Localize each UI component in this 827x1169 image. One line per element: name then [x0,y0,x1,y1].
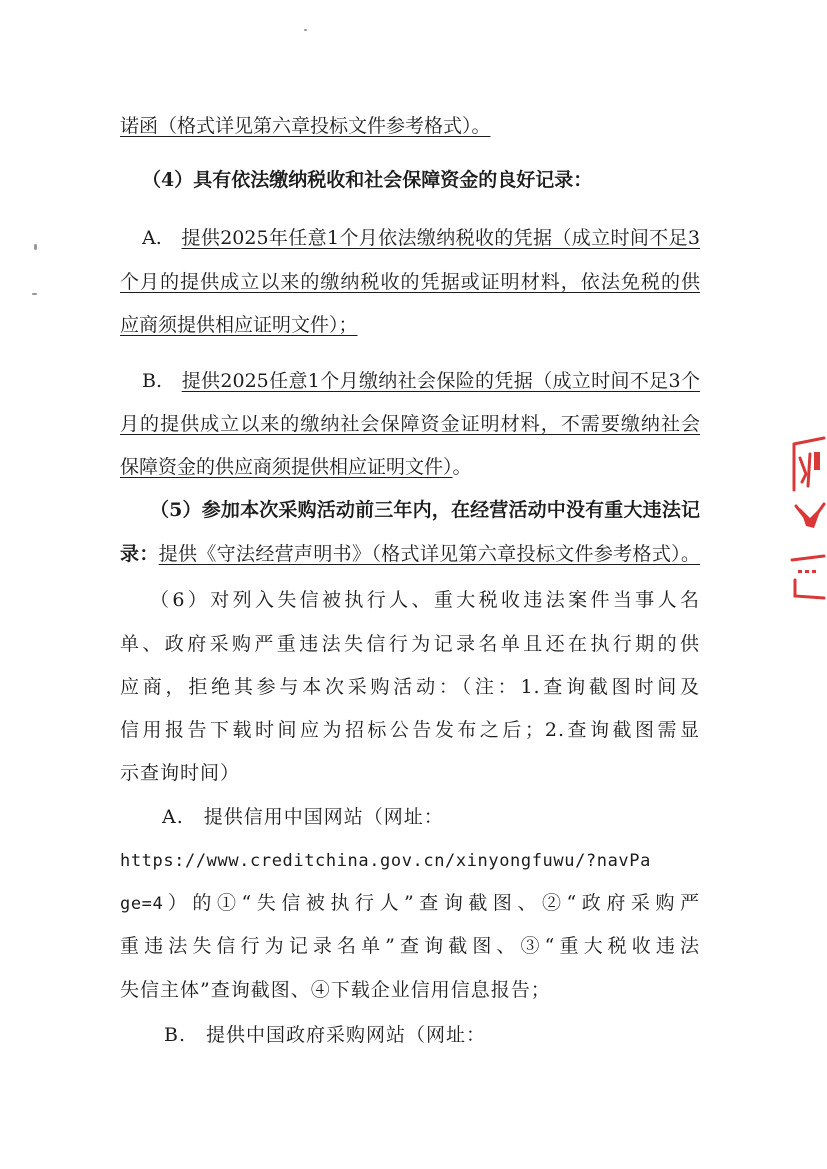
text-line [164,1020,700,1050]
text-line [142,223,700,253]
text-segment: （6）对列入失信被执行人、重大税收违法案件当事人名 [150,589,700,611]
text-segment: A. 提供信用中国网站（网址： [162,806,444,828]
text-segment: 。 [452,456,472,478]
text-line [120,452,700,482]
text-line [120,310,700,340]
text-segment: https://www.creditchina.gov.cn/xinyongfuwu/?navPa [120,851,651,871]
text-segment: 信用报告下载时间应为招标公告发布之后；2.查询截图需显 [120,719,700,741]
scan-speck [304,29,307,31]
text-segment: 诺函（格式详见第六章投标文件参考格式）。 [120,115,491,137]
text-segment: ge=4 [120,894,164,914]
text-line [120,672,700,702]
text-segment: B. [142,370,182,392]
text-line [142,366,700,396]
scan-speck [34,244,37,250]
text-line [120,975,700,1005]
text-line [120,888,700,918]
text-segment: 示查询时间） [120,762,241,784]
text-line [120,758,700,788]
text-segment: 重违法失信行为记录名单”查询截图、③“重大税收违法 [120,935,700,957]
text-segment: 应商须提供相应证明文件）； [120,314,358,336]
text-line [162,802,700,832]
text-line [120,267,700,297]
text-line [120,409,700,439]
text-segment: A. [142,227,182,249]
text-line [120,931,700,961]
seal-stamp-partial [778,430,827,610]
text-segment: 单、政府采购严重违法失信行为记录名单且还在执行期的供 [120,633,700,655]
text-line [120,629,700,659]
text-segment: （5）参加本次采购活动前三年内，在经营活动中没有重大违法记 [150,499,700,521]
text-line [120,539,700,569]
text-segment: 提供《守法经营声明书》（格式详见第六章投标文件参考格式）。 [158,543,700,565]
text-segment: 提供2025年任意1个月依法缴纳税收的凭据（成立时间不足3 [181,227,700,249]
text-segment: 失信主体”查询截图、④下载企业信用信息报告； [120,979,551,1001]
text-segment: B. 提供中国政府采购网站（网址： [164,1024,487,1046]
text-line [120,715,700,745]
text-segment: 保障资金的供应商须提供相应证明文件） [120,456,453,478]
section-heading-6 [150,585,700,615]
url-line [120,845,700,875]
section-heading-5 [150,495,700,525]
text-segment: 应商，拒绝其参与本次采购活动：（注：1.查询截图时间及 [120,676,700,698]
text-segment: 录： [120,543,159,565]
text-segment: （4）具有依法缴纳税收和社会保障资金的良好记录： [142,169,593,191]
text-line [120,111,700,141]
text-segment: 月的提供成立以来的缴纳社会保障资金证明材料，不需要缴纳社会 [120,413,700,435]
section-heading-4 [142,165,700,195]
text-segment: 个月的提供成立以来的缴纳税收的凭据或证明材料，依法免税的供 [120,271,700,293]
text-segment: 提供2025任意1个月缴纳社会保险的凭据（成立时间不足3个 [181,370,700,392]
text-segment: ）的①“失信被执行人”查询截图、②“政府采购严 [163,892,700,914]
scan-speck [32,293,37,295]
